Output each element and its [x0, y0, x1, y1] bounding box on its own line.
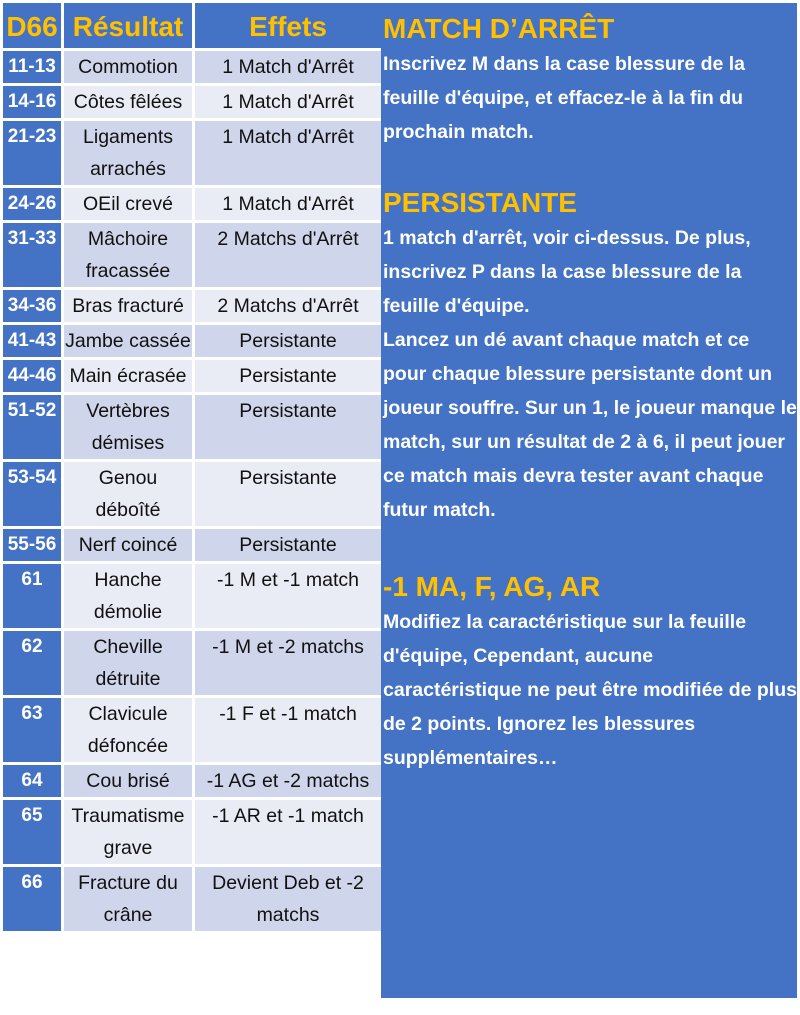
- row-result: Clavicule défoncée: [64, 698, 192, 762]
- row-code: 31-33: [3, 223, 61, 287]
- row-code: 11-13: [3, 51, 61, 83]
- table-header-row: [3, 3, 381, 48]
- table-row: [3, 698, 381, 762]
- row-result: Genou déboîté: [64, 462, 192, 526]
- row-effect: Devient Deb et -2 matchs: [195, 867, 381, 931]
- row-result: Hanche démolie: [64, 564, 192, 628]
- row-code: 34-36: [3, 290, 61, 322]
- row-effect: Persistante: [195, 462, 381, 526]
- table-row: [3, 631, 381, 695]
- row-code: 44-46: [3, 360, 61, 392]
- row-result: Nerf coincé: [64, 529, 192, 561]
- row-code: 51-52: [3, 395, 61, 459]
- row-code: 55-56: [3, 529, 61, 561]
- row-effect: Persistante: [195, 325, 381, 357]
- table-row: [3, 223, 381, 287]
- row-effect: -1 M et -1 match: [195, 564, 381, 628]
- row-result: Traumatisme grave: [64, 800, 192, 864]
- row-code: 62: [3, 631, 61, 695]
- row-code: 21-23: [3, 121, 61, 185]
- persistante-title: PERSISTANTE: [383, 187, 577, 218]
- table-row: [3, 462, 381, 526]
- table-row: [3, 325, 381, 357]
- table-row: [3, 51, 381, 83]
- header-d66: D66: [3, 3, 61, 48]
- header-resultat: Résultat: [64, 3, 192, 48]
- row-effect: 2 Matchs d'Arrêt: [195, 223, 381, 287]
- table-row: [3, 121, 381, 185]
- persistante-text-1: 1 match d'arrêt, voir ci-dessus. De plus, inscrivez P dans la case blessure de la feuille d'équipe.: [383, 227, 751, 317]
- row-effect: -1 AR et -1 match: [195, 800, 381, 864]
- row-code: 41-43: [3, 325, 61, 357]
- table-row: [3, 86, 381, 118]
- rules-panel: [381, 3, 797, 998]
- table-row: [3, 395, 381, 459]
- row-effect: 2 Matchs d'Arrêt: [195, 290, 381, 322]
- row-result: Mâchoire fracassée: [64, 223, 192, 287]
- row-code: 63: [3, 698, 61, 762]
- row-code: 14-16: [3, 86, 61, 118]
- row-result: Jambe cassée: [64, 325, 192, 357]
- table-row: [3, 360, 381, 392]
- row-code: 66: [3, 867, 61, 931]
- row-result: Ligaments arrachés: [64, 121, 192, 185]
- table-row: [3, 564, 381, 628]
- table-row: [3, 800, 381, 864]
- row-code: 24-26: [3, 188, 61, 220]
- row-code: 61: [3, 564, 61, 628]
- row-effect: Persistante: [195, 529, 381, 561]
- row-effect: 1 Match d'Arrêt: [195, 188, 381, 220]
- row-result: Bras fracturé: [64, 290, 192, 322]
- row-effect: -1 AG et -2 matchs: [195, 765, 381, 797]
- table-row: [3, 290, 381, 322]
- match-arret-title: MATCH D’ARRÊT: [383, 13, 615, 44]
- row-code: 65: [3, 800, 61, 864]
- row-effect: 1 Match d'Arrêt: [195, 86, 381, 118]
- row-result: Commotion: [64, 51, 192, 83]
- row-result: Fracture du crâne: [64, 867, 192, 931]
- row-result: Vertèbres démises: [64, 395, 192, 459]
- injury-table: [0, 0, 384, 934]
- caracteristiques-text: Modifiez la caractéristique sur la feuille d'équipe, Cependant, aucune caractéristique ne peut être modifiée de plus de 2 points. Ignorez les blessures supplémentaires…: [383, 611, 797, 769]
- row-effect: 1 Match d'Arrêt: [195, 121, 381, 185]
- row-effect: 1 Match d'Arrêt: [195, 51, 381, 83]
- table-row: [3, 529, 381, 561]
- header-effets: Effets: [195, 3, 381, 48]
- row-result: Main écrasée: [64, 360, 192, 392]
- caracteristiques-title: -1 MA, F, AG, AR: [383, 571, 601, 602]
- row-effect: Persistante: [195, 360, 381, 392]
- table-row: [3, 188, 381, 220]
- persistante-text-2: Lancez un dé avant chaque match et ce pour chaque blessure persistante dont un joueur souffre. Sur un 1, le joueur manque le match, sur un résultat de 2 à 6, il peut jouer ce match mais devra tester avant chaque futur match.: [383, 329, 797, 521]
- row-effect: Persistante: [195, 395, 381, 459]
- match-arret-text: Inscrivez M dans la case blessure de la feuille d'équipe, et effacez-le à la fin du prochain match.: [383, 53, 746, 143]
- table-row: [3, 867, 381, 931]
- row-result: Cheville détruite: [64, 631, 192, 695]
- row-code: 53-54: [3, 462, 61, 526]
- row-effect: -1 F et -1 match: [195, 698, 381, 762]
- table-row: [3, 765, 381, 797]
- row-result: Cou brisé: [64, 765, 192, 797]
- row-code: 64: [3, 765, 61, 797]
- row-result: OEil crevé: [64, 188, 192, 220]
- row-result: Côtes fêlées: [64, 86, 192, 118]
- row-effect: -1 M et -2 matchs: [195, 631, 381, 695]
